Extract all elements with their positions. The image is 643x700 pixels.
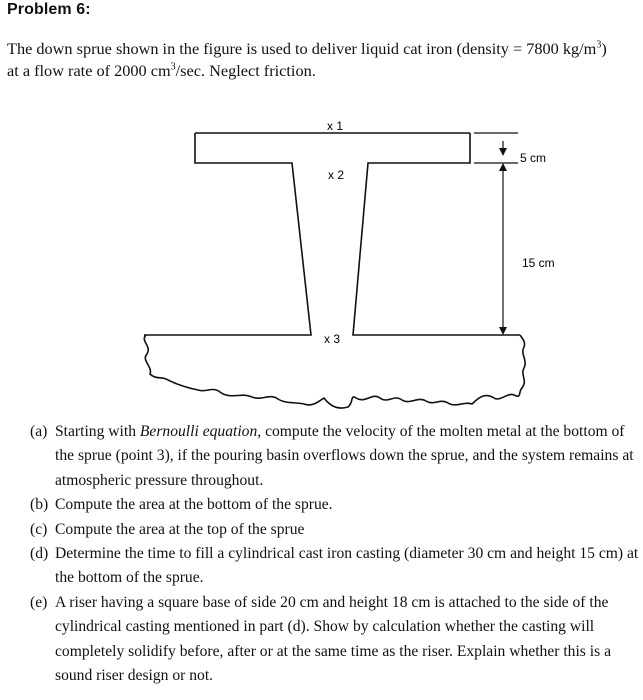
- part-e-text: A riser having a square base of side 20 cm and height 18 cm is attached to the side of the cylindrical casting mentioned in part (d). Show by calculation whether the casting will completely solidify before, after or at the same time as the riser. Explain whether this is a sound riser design or not.: [55, 593, 611, 685]
- sprue-figure: [0, 110, 643, 420]
- part-d-text: Determine the time to fill a cylindrical cast iron casting (diameter 30 cm and height 15 cm) at the bottom of the sprue.: [55, 545, 639, 587]
- intro-line1-close: ): [601, 39, 607, 58]
- part-a-text-end: , compute the velocity of the molten metal at the bottom of the sprue (point 3), if the pouring basin overflows down the sprue, and the system remains at atmospheric pressure throughout.: [55, 423, 634, 489]
- question-parts: [0, 420, 643, 688]
- dim-15cm-arrow-down: [499, 327, 507, 335]
- problem-statement: [7, 38, 637, 82]
- part-d: [0, 542, 643, 591]
- part-c-text: Compute the area at the top of the sprue: [55, 520, 305, 538]
- point-1-label: x 1: [327, 119, 344, 133]
- part-e-label: (e): [30, 593, 48, 611]
- dim-5cm-arrow-up: [499, 163, 507, 171]
- part-a-text-start: Starting with: [55, 423, 140, 440]
- part-b: [0, 493, 643, 517]
- part-a-label: (a): [30, 423, 48, 440]
- intro-line2-end: /sec. Neglect friction.: [175, 61, 316, 80]
- part-b-text: Compute the area at the bottom of the sprue.: [55, 496, 333, 514]
- part-a: [0, 420, 643, 493]
- intro-line1-text: The down sprue shown in the figure is used to deliver liquid cat iron (density = 7800 kg/m: [7, 39, 597, 58]
- part-c-label: (c): [30, 520, 48, 538]
- intro-line2-text: at a flow rate of 2000 cm: [7, 61, 171, 80]
- point-2-label: x 2: [328, 168, 345, 182]
- part-a-emphasis: Bernoulli equation: [139, 423, 258, 440]
- point-3-label: x 3: [324, 332, 341, 346]
- problem-title: Problem 6:: [7, 1, 91, 18]
- part-b-label: (b): [30, 496, 49, 514]
- dim-5cm-arrow-down: [499, 148, 507, 156]
- dim-5cm-label: 5 cm: [520, 151, 547, 165]
- sprue-left-outline: [144, 133, 311, 335]
- part-c: [0, 518, 643, 542]
- density-exponent: 3: [596, 39, 602, 51]
- part-d-label: (d): [30, 545, 49, 563]
- dim-15cm-label: 15 cm: [522, 256, 555, 270]
- part-e: [0, 591, 643, 689]
- flow-rate-exponent: 3: [170, 61, 176, 73]
